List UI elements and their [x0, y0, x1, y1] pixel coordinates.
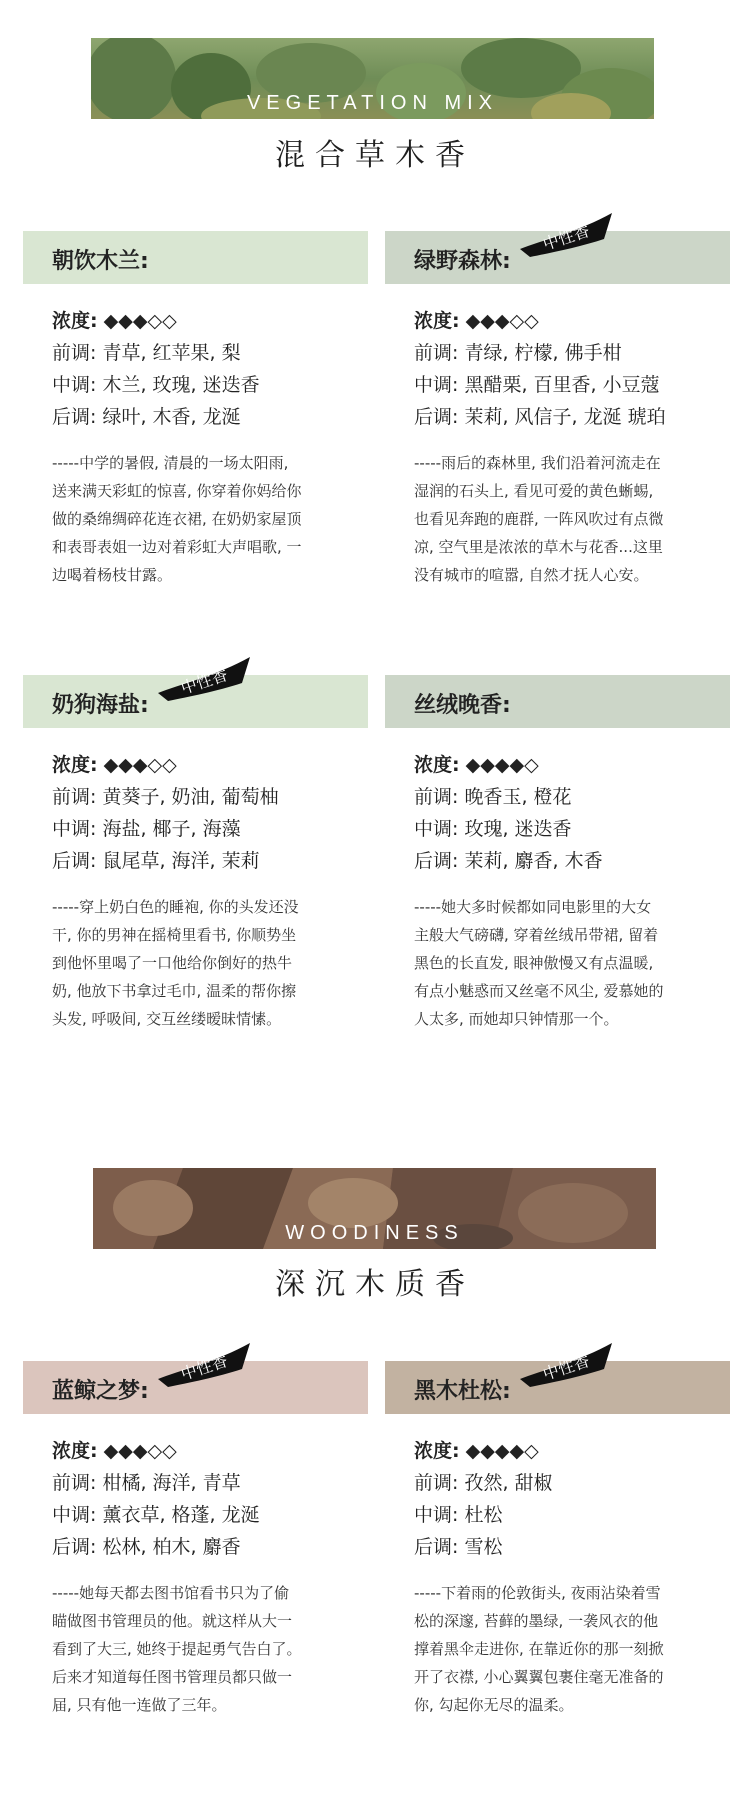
density-row [52, 305, 382, 337]
perfume-name: 蓝鲸之梦: [52, 1379, 149, 1404]
section-english-title: WOODINESS [285, 1222, 464, 1244]
perfume-name: 绿野森林: [414, 249, 511, 274]
middle-notes-row [52, 369, 382, 401]
section-title: 深沉木质香 [275, 1267, 475, 1302]
perfume-name: 奶狗海盐: [52, 693, 149, 718]
top-notes-label: 前调: [52, 342, 97, 364]
base-notes-label: 后调: [52, 406, 97, 428]
base-notes-row [52, 845, 382, 877]
tag-label: 中性香 [178, 664, 231, 698]
perfume-description: -----穿上奶白色的睡袍, 你的头发还没干, 你的男神在摇椅里看书, 你顺势坐到他怀里喝了一口他给你倒好的热牛奶, 他放下书拿过毛巾, 温柔的帮你擦头发, 呼吸间, 交互丝缕暧昧情愫。 [52, 898, 299, 1028]
perfume-description: -----中学的暑假, 清晨的一场太阳雨, 送来满天彩虹的惊喜, 你穿着你妈给你做的桑绵绸碎花连衣裙, 在奶奶家屋顶和表哥表姐一边对着彩虹大声唱歌, 一边喝着杨枝甘露。 [52, 454, 302, 584]
perfume-name: 丝绒晚香: [414, 693, 511, 718]
density-row [414, 305, 744, 337]
top-notes: 青绿, 柠檬, 佛手柑 [464, 342, 622, 364]
perfume-description: -----雨后的森林里, 我们沿着河流走在湿润的石头上, 看见可爱的黄色蜥蜴, 也看见奔跑的鹿群, 一阵风吹过有点微凉, 空气里是浓浓的草木与花香...这里没有城市的喧嚣, 自然才抚人心安。 [414, 454, 664, 584]
card-header [23, 231, 368, 284]
neutral-scent-tag [520, 213, 612, 257]
base-notes-label: 后调: [52, 1536, 97, 1558]
middle-notes-row [52, 1499, 382, 1531]
vegetation-banner [91, 38, 654, 119]
top-notes: 晚香玉, 橙花 [464, 786, 572, 808]
density-label: 浓度: [414, 754, 460, 776]
density-value: ◆◆◆◇◇ [103, 754, 177, 776]
base-notes: 松林, 柏木, 麝香 [102, 1536, 241, 1558]
middle-notes-label: 中调: [52, 374, 97, 396]
density-label: 浓度: [52, 754, 98, 776]
base-notes-row [52, 1531, 382, 1563]
card-header [385, 1350, 730, 1414]
card-header [385, 675, 730, 728]
base-notes-row [414, 401, 744, 433]
middle-notes: 杜松 [464, 1504, 503, 1526]
woodiness-banner [93, 1168, 656, 1249]
top-notes-label: 前调: [414, 1472, 459, 1494]
base-notes-label: 后调: [414, 850, 459, 872]
density-value: ◆◆◆◆◇ [465, 754, 539, 776]
density-label: 浓度: [414, 310, 460, 332]
base-notes-label: 后调: [414, 1536, 459, 1558]
top-notes-row [414, 337, 744, 369]
top-notes-row [52, 781, 382, 813]
perfume-description: -----下着雨的伦敦街头, 夜雨沾染着雪松的深邃, 苔藓的墨绿, 一袭风衣的他撑着黑伞走进你, 在靠近你的那一刻掀开了衣襟, 小心翼翼包裹住毫无准备的你, 勾起你无尽的温柔。 [414, 1584, 664, 1714]
base-notes: 茉莉, 麝香, 木香 [464, 850, 603, 872]
perfume-description: -----她每天都去图书馆看书只为了偷瞄做图书管理员的他。就这样从大一看到了大三, 她终于提起勇气告白了。后来才知道每任图书管理员都只做一届, 只有他一连做了三年。 [52, 1584, 302, 1714]
middle-notes-row [414, 813, 744, 845]
card-header [23, 664, 368, 728]
top-notes-row [414, 781, 744, 813]
density-value: ◆◆◆◇◇ [103, 1440, 177, 1462]
density-row [52, 749, 382, 781]
tag-label: 中性香 [540, 1350, 593, 1384]
middle-notes: 薰衣草, 格蓬, 龙涎 [102, 1504, 260, 1526]
base-notes-label: 后调: [52, 850, 97, 872]
tag-label: 中性香 [540, 220, 593, 254]
density-value: ◆◆◆◇◇ [465, 310, 539, 332]
middle-notes-label: 中调: [52, 1504, 97, 1526]
top-notes-row [52, 337, 382, 369]
top-notes-row [414, 1467, 744, 1499]
perfume-card [385, 675, 730, 1065]
section-title: 混合草木香 [275, 138, 475, 173]
card-header [23, 1350, 368, 1414]
middle-notes: 黑醋栗, 百里香, 小豆蔻 [464, 374, 660, 396]
density-value: ◆◆◆◆◇ [465, 1440, 539, 1462]
neutral-scent-tag [520, 1343, 612, 1387]
tag-label: 中性香 [178, 1350, 231, 1384]
density-row [414, 749, 744, 781]
middle-notes-row [52, 813, 382, 845]
top-notes-row [52, 1467, 382, 1499]
base-notes: 绿叶, 木香, 龙涎 [102, 406, 241, 428]
density-label: 浓度: [52, 1440, 98, 1462]
middle-notes-label: 中调: [52, 818, 97, 840]
density-value: ◆◆◆◇◇ [103, 310, 177, 332]
middle-notes: 海盐, 椰子, 海藻 [102, 818, 241, 840]
perfume-description: -----她大多时候都如同电影里的大女主般大气磅礴, 穿着丝绒吊带裙, 留着黑色的长直发, 眼神傲慢又有点温暖, 有点小魅惑而又丝毫不风尘, 爱慕她的人太多, 而她却只钟情那一个。 [414, 898, 664, 1028]
middle-notes-label: 中调: [414, 818, 459, 840]
top-notes-label: 前调: [414, 786, 459, 808]
perfume-name: 黑木杜松: [414, 1379, 511, 1404]
middle-notes-row [414, 1499, 744, 1531]
perfume-card [23, 231, 368, 621]
top-notes: 黄葵子, 奶油, 葡萄柚 [102, 786, 279, 808]
base-notes: 雪松 [464, 1536, 503, 1558]
top-notes: 柑橘, 海洋, 青草 [102, 1472, 241, 1494]
density-row [52, 1435, 382, 1467]
perfume-card [23, 1350, 368, 1761]
base-notes: 鼠尾草, 海洋, 茉莉 [102, 850, 260, 872]
perfume-card [385, 220, 730, 621]
middle-notes: 木兰, 玫瑰, 迷迭香 [102, 374, 260, 396]
density-label: 浓度: [414, 1440, 460, 1462]
base-notes-row [414, 1531, 744, 1563]
perfume-name: 朝饮木兰: [52, 249, 149, 274]
top-notes-label: 前调: [52, 1472, 97, 1494]
base-notes-row [52, 401, 382, 433]
top-notes-label: 前调: [414, 342, 459, 364]
perfume-card [23, 664, 368, 1065]
section-english-title: VEGETATION MIX [246, 92, 499, 114]
neutral-scent-tag [158, 1343, 250, 1387]
middle-notes: 玫瑰, 迷迭香 [464, 818, 572, 840]
base-notes-row [414, 845, 744, 877]
middle-notes-label: 中调: [414, 374, 459, 396]
density-label: 浓度: [52, 310, 98, 332]
middle-notes-row [414, 369, 744, 401]
perfume-card [385, 1350, 730, 1761]
middle-notes-label: 中调: [414, 1504, 459, 1526]
top-notes: 孜然, 甜椒 [464, 1472, 553, 1494]
card-header [385, 220, 730, 284]
top-notes: 青草, 红苹果, 梨 [102, 342, 241, 364]
base-notes-label: 后调: [414, 406, 459, 428]
neutral-scent-tag [158, 657, 250, 701]
base-notes: 茉莉, 风信子, 龙涎 琥珀 [464, 406, 666, 428]
top-notes-label: 前调: [52, 786, 97, 808]
density-row [414, 1435, 744, 1467]
